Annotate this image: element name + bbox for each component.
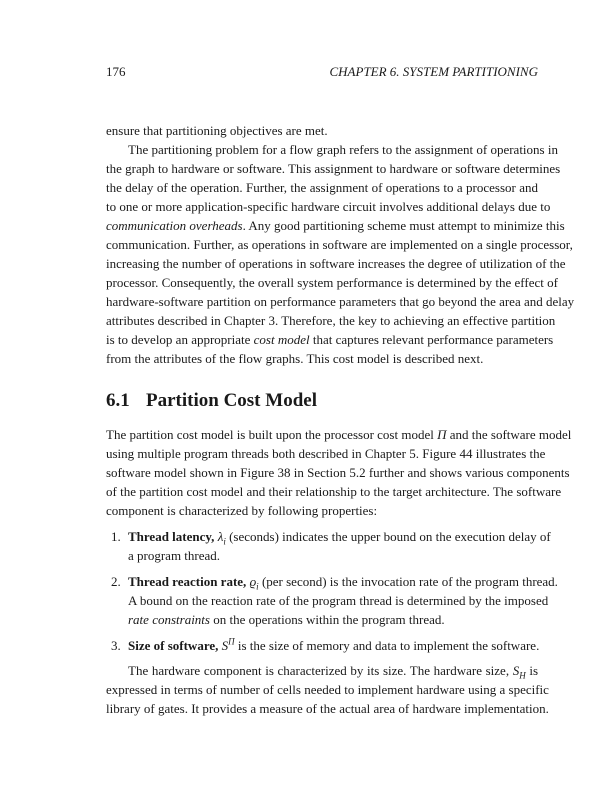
list-number: 3. bbox=[111, 638, 121, 653]
text-line: communication overheads. Any good partitioning scheme must attempt to minimize this bbox=[106, 218, 565, 233]
italic-text: rate constraints bbox=[128, 612, 210, 627]
italic-text: S bbox=[221, 638, 229, 653]
list-item bbox=[106, 636, 538, 655]
text-line: using multiple program threads both described in Chapter 5. Figure 44 illustrates the bbox=[106, 446, 546, 461]
text-line: ensure that partitioning objectives are met. bbox=[106, 123, 328, 138]
text-line: Thread reaction rate, $ϱ_i$ (per second) is the invocation rate of the program thread. bbox=[128, 574, 558, 592]
text-line: of the partition cost model and their relationship to the target architecture. The software bbox=[106, 484, 562, 499]
subscript: H bbox=[519, 670, 526, 681]
text-line: Size of software, $S^\Pi$ is the size of memory and data to implement the software. bbox=[128, 636, 540, 653]
italic-text: communication overheads bbox=[106, 218, 243, 233]
text-line: processor. Consequently, the overall system performance is determined by the effect of bbox=[106, 275, 558, 290]
text-line: A bound on the reaction rate of the program thread is determined by the imposed bbox=[128, 593, 549, 608]
paragraph bbox=[106, 425, 572, 520]
text-line: a program thread. bbox=[128, 548, 221, 563]
list-number: 1. bbox=[111, 529, 121, 544]
italic-text: ϱ bbox=[249, 574, 257, 589]
italic-text: λ bbox=[217, 529, 224, 544]
text-line: component is characterized by following properties: bbox=[106, 503, 378, 518]
text-line: from the attributes of the flow graphs. This cost model is described next. bbox=[106, 351, 484, 366]
running-title: CHAPTER 6. SYSTEM PARTITIONING bbox=[329, 64, 538, 79]
list-item bbox=[106, 572, 558, 629]
paragraph bbox=[106, 140, 575, 368]
list-number: 2. bbox=[111, 574, 121, 589]
list-item bbox=[106, 527, 551, 565]
italic-text: cost model bbox=[253, 332, 310, 347]
section-heading bbox=[106, 389, 538, 413]
text-line: hardware-software partition on performance parameters that go beyond the area and delay bbox=[106, 294, 575, 309]
subscript: i bbox=[256, 581, 259, 592]
text-line: is to develop an appropriate cost model that captures relevant performance parameters bbox=[106, 332, 554, 347]
section-title: Partition Cost Model bbox=[146, 390, 317, 411]
bold-term: Size of software, bbox=[128, 638, 219, 653]
text-line: increasing the number of operations in software increases the degree of utilization of the bbox=[106, 256, 566, 271]
text-line: The partitioning problem for a flow graph refers to the assignment of operations in bbox=[128, 142, 558, 157]
text-line: Thread latency, $\lambda_i$ (seconds) indicates the upper bound on the execution delay of bbox=[128, 529, 551, 547]
bold-term: Thread latency, bbox=[128, 529, 215, 544]
text-line: the delay of the operation. Further, the assignment of operations to a processor and bbox=[106, 180, 538, 195]
text-line: expressed in terms of number of cells needed to implement hardware using a specific bbox=[106, 682, 549, 697]
text-line: communication. Further, as operations in software are implemented on a single processor, bbox=[106, 237, 573, 252]
subscript: i bbox=[223, 536, 226, 547]
text-line: the graph to hardware or software. This assignment to hardware or software determines bbox=[106, 161, 561, 176]
page-body bbox=[106, 121, 575, 718]
italic-text: Π bbox=[437, 427, 447, 442]
text-line: library of gates. It provides a measure of the actual area of hardware implementation. bbox=[106, 701, 549, 716]
text-line: to one or more application-specific hardware circuit involves additional delays due to bbox=[106, 199, 551, 214]
bold-term: Thread reaction rate, bbox=[128, 574, 247, 589]
paragraph bbox=[106, 661, 549, 718]
section-number: 6.1 bbox=[106, 390, 130, 411]
page-number: 176 bbox=[106, 64, 126, 79]
text-line: attributes described in Chapter 3. Therefore, the key to achieving an effective partition bbox=[106, 313, 556, 328]
paragraph bbox=[106, 121, 538, 140]
text-line: The hardware component is characterized by its size. The hardware size, $S_H$ is bbox=[128, 663, 539, 681]
text-line: The partition cost model is built upon the processor cost model Π and the software model bbox=[106, 427, 572, 442]
superscript: Π bbox=[228, 636, 235, 647]
text-line: software model shown in Figure 38 in Section 5.2 further and shows various components bbox=[106, 465, 570, 480]
italic-text: S bbox=[512, 663, 520, 678]
text-line: rate constraints on the operations within the program thread. bbox=[128, 612, 445, 627]
